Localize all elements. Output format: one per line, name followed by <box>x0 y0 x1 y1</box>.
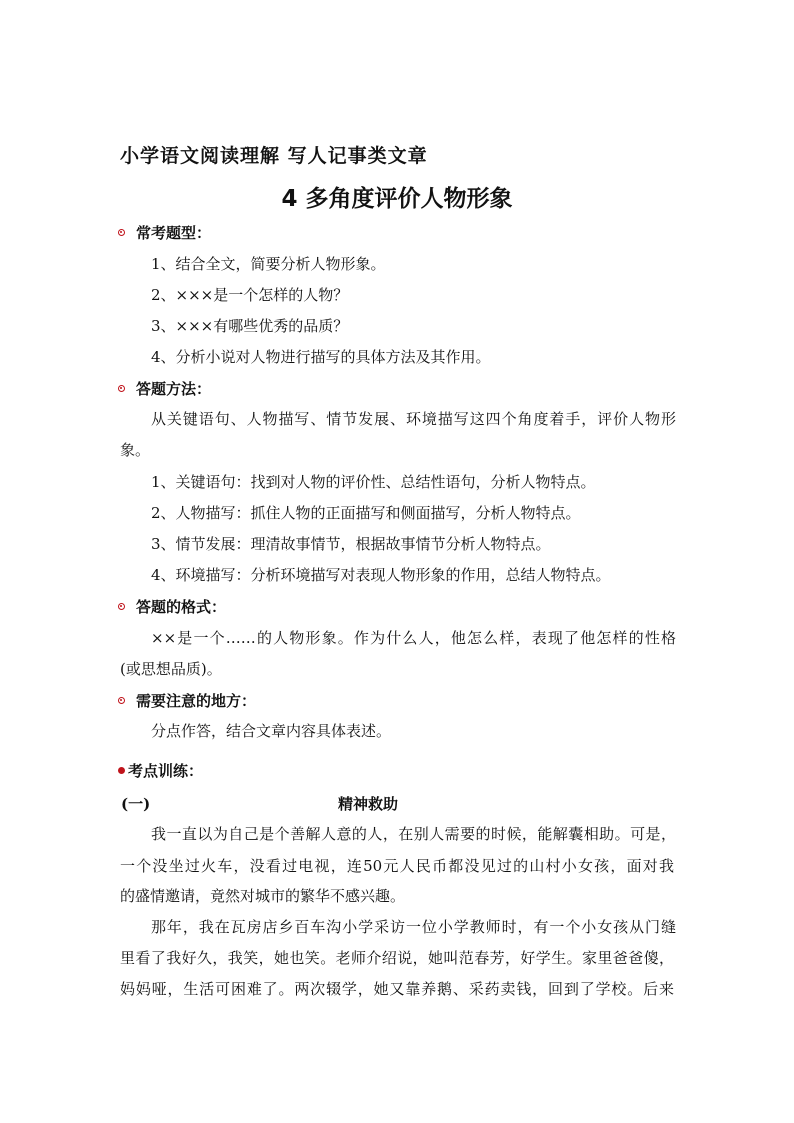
bullet-icon <box>118 229 125 236</box>
section-format <box>118 596 226 617</box>
passage-line: 里看了我好久，我笑，她也笑。老师介绍说，她叫范春芳，好学生。家里爸爸傻， <box>120 949 674 967</box>
passage-line: 妈妈哑，生活可困难了。两次辍学，她又靠养鹅、采药卖钱，回到了学校。后来 <box>120 980 674 998</box>
list-item: 2、×××是一个怎样的人物？ <box>151 286 349 304</box>
paragraph-line: 分点作答，结合文章内容具体表述。 <box>151 722 392 740</box>
passage-line: 我一直以为自己是个善解人意的人，在别人需要的时候，能解囊相助。可是， <box>151 825 676 843</box>
lesson-title: 4 多角度评价人物形象 <box>281 186 513 212</box>
section-question-types <box>118 222 211 243</box>
list-item: 4、分析小说对人物进行描写的具体方法及其作用。 <box>151 348 491 366</box>
bullet-icon <box>118 603 125 610</box>
section-heading: 答题的格式： <box>136 598 227 616</box>
section-heading: 考点训练： <box>128 762 204 780</box>
paragraph-line: 从关键语句、人物描写、情节发展、环境描写这四个角度着手，评价人物形 <box>151 410 676 428</box>
section-heading: 答题方法： <box>136 380 212 398</box>
passage-line: 一个没坐过火车，没看过电视，连50元人民币都没见过的山村小女孩，面对我 <box>120 857 674 875</box>
bullet-icon <box>118 767 125 774</box>
document-title: 小学语文阅读理解 写人记事类文章 <box>120 145 428 167</box>
list-item: 4、环境描写：分析环境描写对表现人物形象的作用，总结人物特点。 <box>151 566 611 584</box>
list-item: 1、关键语句：找到对人物的评价性、总结性语句，分析人物特点。 <box>151 473 596 491</box>
paragraph-line: (或思想品质)。 <box>120 660 222 678</box>
section-practice <box>118 760 203 781</box>
section-notes <box>118 690 256 711</box>
list-item: 3、×××有哪些优秀的品质？ <box>151 317 349 335</box>
list-item: 2、人物描写：抓住人物的正面描写和侧面描写，分析人物特点。 <box>151 504 581 522</box>
list-item: 1、结合全文，简要分析人物形象。 <box>151 255 386 273</box>
passage-line: 那年，我在瓦房店乡百车沟小学采访一位小学教师时，有一个小女孩从门缝 <box>151 918 676 936</box>
paragraph-line: 象。 <box>120 441 151 459</box>
list-item: 3、情节发展：理清故事情节，根据故事情节分析人物特点。 <box>151 535 551 553</box>
bullet-icon <box>118 385 125 392</box>
passage-line: 的盛情邀请，竟然对城市的繁华不感兴趣。 <box>120 887 406 905</box>
passage-number: (一) <box>121 795 151 813</box>
section-method <box>118 378 211 399</box>
bullet-icon <box>118 697 125 704</box>
paragraph-line: ××是一个……的人物形象。作为什么人，他怎么样，表现了他怎样的性格 <box>151 629 676 647</box>
passage-title: 精神救助 <box>338 795 399 813</box>
section-heading: 常考题型： <box>136 224 212 242</box>
section-heading: 需要注意的地方： <box>136 692 257 710</box>
